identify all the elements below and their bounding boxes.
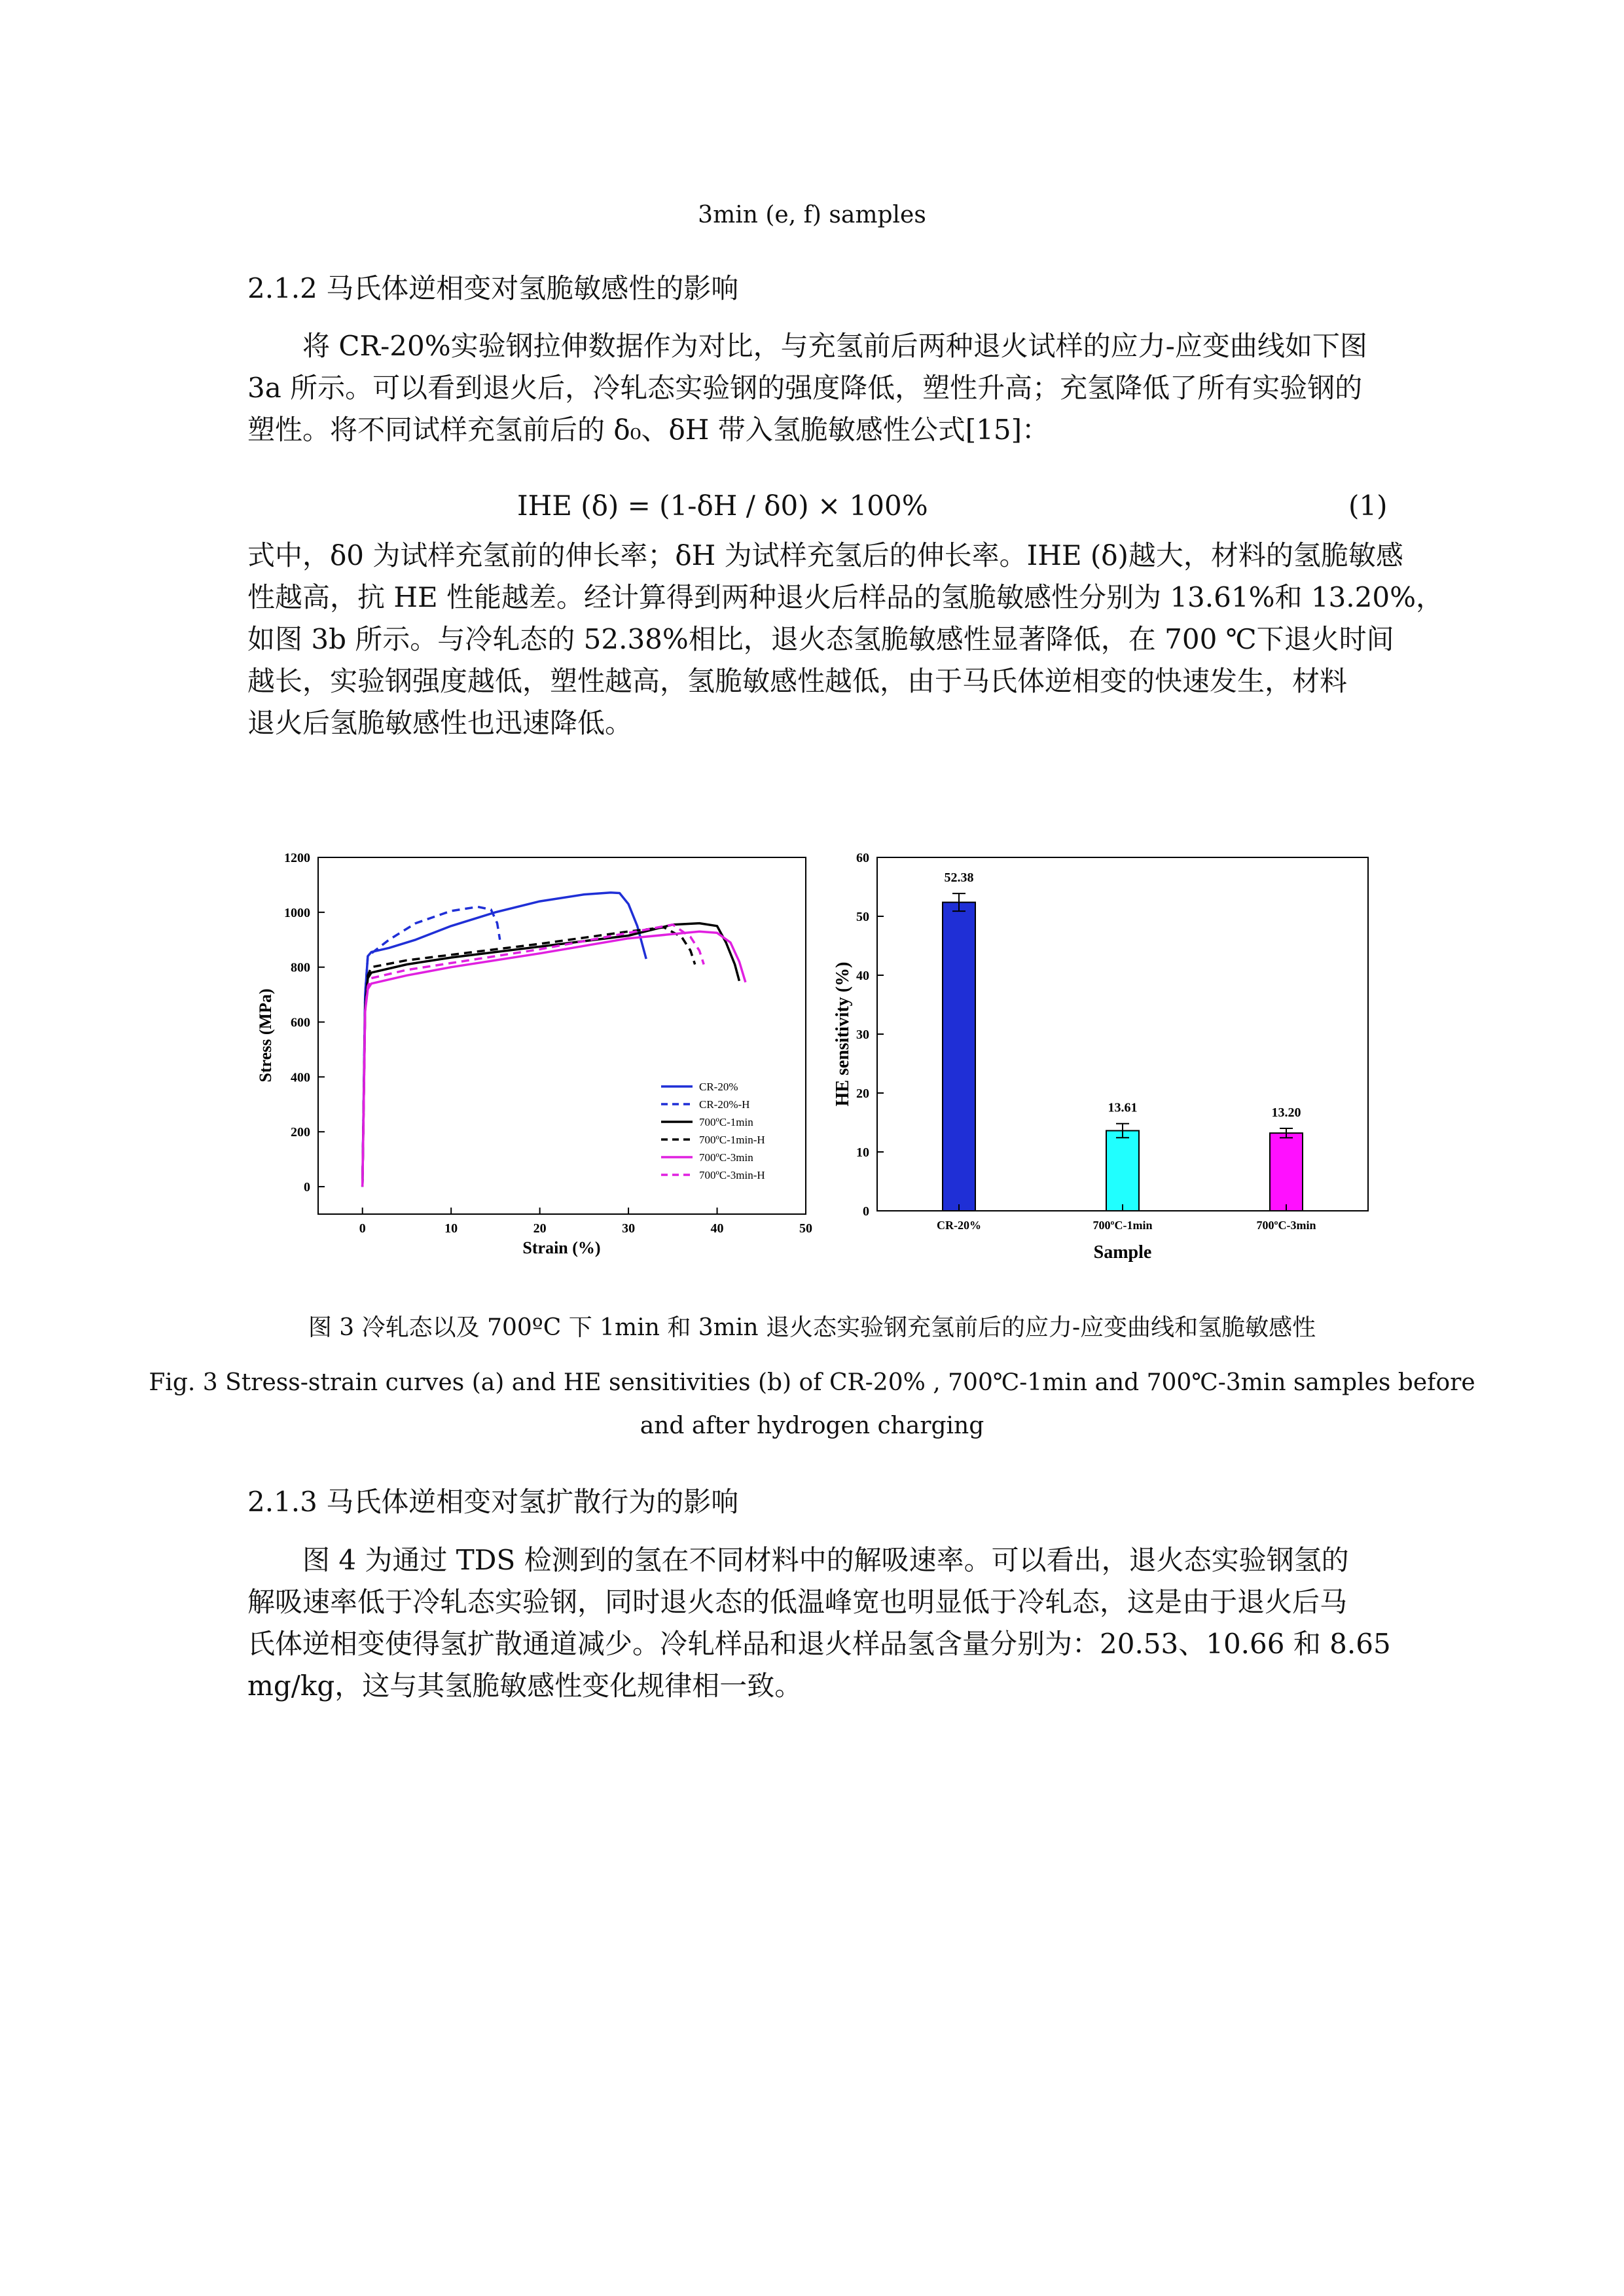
paragraph-line: 图 4 为通过 TDS 检测到的氢在不同材料中的解吸速率。可以看出，退火态实验钢氢的 bbox=[302, 1544, 1349, 1576]
series-line bbox=[363, 924, 740, 1187]
paragraph-line: 解吸速率低于冷轧态实验钢，同时退火态的低温峰宽也明显低于冷轧态，这是由于退火后马 bbox=[247, 1586, 1348, 1618]
legend-label: 700ºC-3min bbox=[699, 1151, 753, 1164]
y-tick-label: 10 bbox=[856, 1145, 869, 1160]
figure-caption-cn: 图 3 冷轧态以及 700ºC 下 1min 和 3min 退火态实验钢充氢前后的应力-应变曲线和氢脆敏感性 bbox=[308, 1314, 1316, 1341]
y-tick-label: 30 bbox=[856, 1028, 869, 1042]
equation-ihe: IHE (δ) = (1-δH / δ0) × 100% bbox=[517, 490, 928, 522]
y-tick-label: 40 bbox=[856, 969, 869, 983]
he-sensitivity-chart bbox=[831, 844, 1401, 1283]
y-tick-label: 400 bbox=[291, 1070, 310, 1085]
x-tick-label: 30 bbox=[622, 1221, 636, 1236]
y-axis-label: Stress (MPa) bbox=[256, 988, 275, 1083]
x-tick-label: 20 bbox=[533, 1221, 547, 1236]
legend-label: CR-20%-H bbox=[699, 1098, 750, 1111]
y-tick-label: 600 bbox=[291, 1015, 310, 1030]
figure-caption-en-line1: Fig. 3 Stress-strain curves (a) and HE sensitivities (b) of CR-20% , 700℃-1min and 700℃-3min samples before bbox=[149, 1369, 1475, 1396]
x-tick-label: 40 bbox=[710, 1221, 724, 1236]
paragraph-line: 式中，δ0 为试样充氢前的伸长率；δH 为试样充氢后的伸长率。IHE (δ)越大，材料的氢脆敏感 bbox=[247, 539, 1403, 571]
stress-strain-chart bbox=[249, 844, 825, 1276]
data-label: 13.20 bbox=[1271, 1105, 1301, 1120]
x-axis-label: Sample bbox=[1093, 1242, 1152, 1263]
y-tick-label: 0 bbox=[304, 1180, 310, 1195]
paragraph-2-1-2-a bbox=[247, 311, 1386, 465]
paragraph-line: 越长，实验钢强度越低，塑性越高，氢脆敏感性越低，由于马氏体逆相变的快速发生，材料 bbox=[247, 665, 1348, 697]
legend-label: CR-20% bbox=[699, 1081, 738, 1093]
bar bbox=[943, 903, 975, 1211]
data-label: 52.38 bbox=[944, 870, 974, 886]
figure-caption-en-line2: and after hydrogen charging bbox=[640, 1412, 984, 1439]
paragraph-line: mg/kg，这与其氢脆敏感性变化规律相一致。 bbox=[247, 1670, 803, 1702]
paragraph-2-1-3 bbox=[247, 1525, 1391, 1721]
series-line bbox=[363, 931, 746, 1187]
paragraph-line: 退火后氢脆敏感性也迅速降低。 bbox=[247, 707, 633, 739]
paragraph-line: 3a 所示。可以看到退火后，冷轧态实验钢的强度降低，塑性升高；充氢降低了所有实验钢的 bbox=[247, 372, 1363, 404]
x-tick-label: 0 bbox=[359, 1221, 366, 1236]
paragraph-line: 性越高，抗 HE 性能越差。经计算得到两种退火后样品的氢脆敏感性分别为 13.61%和 13.20%， bbox=[247, 581, 1443, 613]
paragraph-2-1-2-b bbox=[247, 520, 1443, 759]
x-tick-label: 50 bbox=[799, 1221, 812, 1236]
data-label: 13.61 bbox=[1108, 1100, 1138, 1115]
legend-label: 700ºC-1min-H bbox=[699, 1134, 765, 1146]
x-tick-label: 10 bbox=[444, 1221, 458, 1236]
paragraph-line: 塑性。将不同试样充氢前后的 δ₀、δH 带入氢脆敏感性公式[15]： bbox=[247, 414, 1049, 446]
y-tick-label: 50 bbox=[856, 910, 869, 924]
bar bbox=[1270, 1133, 1303, 1211]
x-axis-label: Strain (%) bbox=[522, 1238, 601, 1257]
section-heading-2-1-3: 2.1.3 马氏体逆相变对氢扩散行为的影响 bbox=[247, 1486, 739, 1518]
y-tick-label: 0 bbox=[863, 1204, 869, 1219]
previous-figure-caption-tail: 3min (e, f) samples bbox=[698, 202, 926, 228]
y-tick-label: 200 bbox=[291, 1125, 310, 1140]
paragraph-line: 将 CR-20%实验钢拉伸数据作为对比，与充氢前后两种退火试样的应力-应变曲线如下图 bbox=[302, 330, 1367, 362]
category-label: CR-20% bbox=[937, 1219, 981, 1232]
category-label: 700ºC-3min bbox=[1256, 1219, 1316, 1232]
y-tick-label: 800 bbox=[291, 960, 310, 975]
legend-label: 700ºC-1min bbox=[699, 1116, 753, 1128]
series-line bbox=[363, 927, 695, 1187]
bar bbox=[1106, 1131, 1139, 1211]
equation-number: (1) bbox=[1348, 490, 1388, 522]
y-tick-label: 60 bbox=[856, 851, 869, 865]
paragraph-line: 氏体逆相变使得氢扩散通道减少。冷轧样品和退火样品氢含量分别为：20.53、10.66 和 8.65 bbox=[247, 1628, 1391, 1660]
paragraph-line: 如图 3b 所示。与冷轧态的 52.38%相比，退火态氢脆敏感性显著降低，在 700 ℃下退火时间 bbox=[247, 623, 1394, 655]
legend-label: 700ºC-3min-H bbox=[699, 1169, 765, 1181]
y-tick-label: 1200 bbox=[284, 851, 310, 865]
section-heading-2-1-2: 2.1.2 马氏体逆相变对氢脆敏感性的影响 bbox=[247, 272, 739, 304]
y-axis-label: HE sensitivity (%) bbox=[833, 961, 853, 1107]
y-tick-label: 20 bbox=[856, 1086, 869, 1101]
y-tick-label: 1000 bbox=[284, 905, 310, 920]
category-label: 700ºC-1min bbox=[1092, 1219, 1153, 1232]
